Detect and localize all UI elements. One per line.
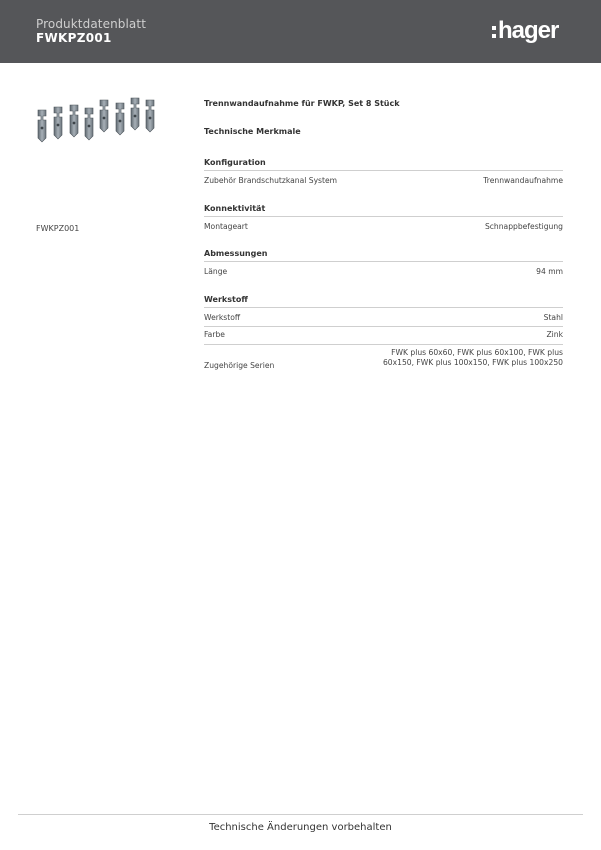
header-product-code: FWKPZ001 <box>36 31 112 45</box>
page-header <box>0 0 601 63</box>
spec-value: Stahl <box>543 313 563 322</box>
spec-row <box>204 176 563 188</box>
partition-clip-7 <box>131 98 139 130</box>
spec-row <box>204 267 563 279</box>
partition-clip-1 <box>38 110 46 142</box>
brand-name: hager <box>498 17 559 44</box>
partition-clip-6 <box>116 103 124 135</box>
spec-value: 94 mm <box>536 267 563 276</box>
spec-value: Schnappbefestigung <box>484 222 563 231</box>
partition-clip-8 <box>146 100 154 132</box>
spec-row <box>204 222 563 234</box>
hager-logo <box>492 18 558 44</box>
footer-divider <box>18 814 583 815</box>
spec-label: Montageart <box>204 222 248 231</box>
section-heading-werkstoff: Werkstoff <box>204 295 563 308</box>
logo-dots-icon <box>492 26 496 38</box>
spec-value: FWK plus 60x60, FWK plus 60x100, FWK plus 60x150, FWK plus 100x150, FWK plus 100x250 <box>382 348 563 367</box>
section-heading-abmessungen: Abmessungen <box>204 249 563 262</box>
technical-features-heading: Technische Merkmale <box>204 127 301 136</box>
product-image <box>34 96 160 144</box>
section-heading-konnektivitaet: Konnektivität <box>204 204 563 217</box>
spec-value: Trennwandaufnahme <box>483 176 563 185</box>
product-title: Trennwandaufnahme für FWKP, Set 8 Stück <box>204 99 400 108</box>
footer-note: Technische Änderungen vorbehalten <box>209 822 392 833</box>
partition-clip-3 <box>70 105 78 137</box>
partition-clip-4 <box>85 108 93 140</box>
spec-label: Zugehörige Serien <box>204 361 275 370</box>
spec-label: Zubehör Brandschutzkanal System <box>204 176 338 185</box>
spec-row <box>204 313 563 327</box>
spec-label: Farbe <box>204 330 225 339</box>
document-type: Produktdatenblatt <box>36 17 146 31</box>
spec-label: Länge <box>204 267 228 276</box>
partition-clip-2 <box>54 107 62 139</box>
section-heading-konfiguration: Konfiguration <box>204 158 563 171</box>
spec-row <box>204 330 563 345</box>
partition-clip-5 <box>100 100 108 132</box>
spec-value: Zink <box>546 330 563 339</box>
spec-label: Werkstoff <box>204 313 241 322</box>
side-product-code: FWKPZ001 <box>36 224 80 233</box>
spec-row <box>204 348 563 372</box>
